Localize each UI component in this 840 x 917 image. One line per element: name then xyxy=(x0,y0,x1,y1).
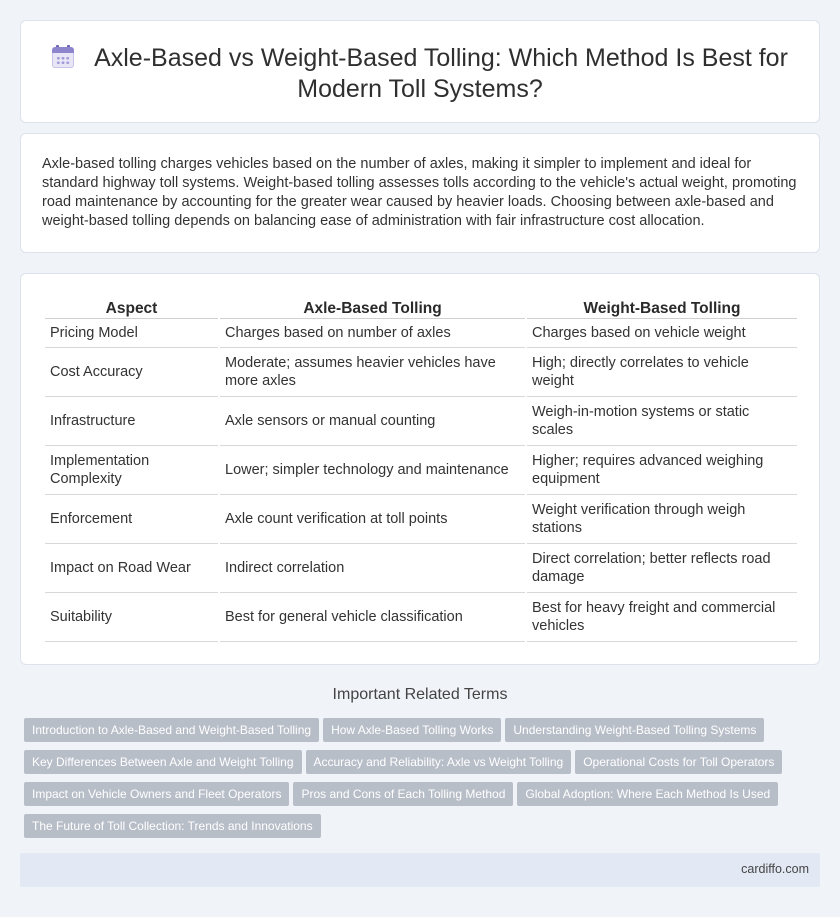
header-aspect: Aspect xyxy=(45,296,218,319)
cell-aspect: Pricing Model xyxy=(45,319,218,348)
comparison-table-card xyxy=(20,273,820,665)
related-term-tag[interactable]: Key Differences Between Axle and Weight Tolling xyxy=(24,750,302,774)
page-title-line1 xyxy=(21,43,819,74)
header-weight-based: Weight-Based Tolling xyxy=(527,296,797,319)
related-term-tag[interactable]: Operational Costs for Toll Operators xyxy=(575,750,782,774)
cell-weight: Best for heavy freight and commercial vehicles xyxy=(527,593,797,642)
cell-weight: Charges based on vehicle weight xyxy=(527,319,797,348)
related-term-tag[interactable]: How Axle-Based Tolling Works xyxy=(323,718,501,742)
cell-aspect: Infrastructure xyxy=(45,397,218,446)
cell-weight: Direct correlation; better reflects road damage xyxy=(527,544,797,593)
table-row xyxy=(45,397,797,446)
related-term-tag[interactable]: Accuracy and Reliability: Axle vs Weight Tolling xyxy=(306,750,572,774)
cell-axle: Best for general vehicle classification xyxy=(220,593,525,642)
cell-axle: Moderate; assumes heavier vehicles have more axles xyxy=(220,348,525,397)
title-text-line1: Axle-Based vs Weight-Based Tolling: Which Method Is Best for xyxy=(94,44,788,72)
related-term-tag[interactable]: Pros and Cons of Each Tolling Method xyxy=(293,782,513,806)
comparison-table xyxy=(43,296,799,642)
footer xyxy=(20,853,820,887)
cell-aspect: Suitability xyxy=(45,593,218,642)
tag-row xyxy=(24,750,814,782)
tag-row xyxy=(24,814,814,846)
related-term-tag[interactable]: Global Adoption: Where Each Method Is Used xyxy=(517,782,778,806)
tag-row xyxy=(24,782,814,814)
table-row xyxy=(45,319,797,348)
cell-aspect: Enforcement xyxy=(45,495,218,544)
cell-axle: Charges based on number of axles xyxy=(220,319,525,348)
related-term-tag[interactable]: The Future of Toll Collection: Trends and Innovations xyxy=(24,814,321,838)
cell-aspect: Impact on Road Wear xyxy=(45,544,218,593)
cell-axle: Indirect correlation xyxy=(220,544,525,593)
cell-axle: Axle count verification at toll points xyxy=(220,495,525,544)
header-axle-based: Axle-Based Tolling xyxy=(220,296,525,319)
calendar-icon xyxy=(52,45,74,69)
cell-weight: High; directly correlates to vehicle weight xyxy=(527,348,797,397)
related-term-tag[interactable]: Impact on Vehicle Owners and Fleet Operators xyxy=(24,782,289,806)
table-row xyxy=(45,593,797,642)
cell-aspect: Implementation Complexity xyxy=(45,446,218,495)
cell-weight: Weight verification through weigh stations xyxy=(527,495,797,544)
table-row xyxy=(45,495,797,544)
cell-weight: Weigh-in-motion systems or static scales xyxy=(527,397,797,446)
cell-axle: Lower; simpler technology and maintenance xyxy=(220,446,525,495)
page-title-line2: Modern Toll Systems? xyxy=(297,75,543,103)
cell-aspect: Cost Accuracy xyxy=(45,348,218,397)
table-row xyxy=(45,348,797,397)
related-terms-title: Important Related Terms xyxy=(332,686,508,703)
tag-row xyxy=(24,718,814,750)
table-row xyxy=(45,544,797,593)
intro-card xyxy=(20,133,820,253)
footer-site-link[interactable]: cardiffo.com xyxy=(741,862,809,876)
related-term-tag[interactable]: Introduction to Axle-Based and Weight-Based Tolling xyxy=(24,718,319,742)
cell-axle: Axle sensors or manual counting xyxy=(220,397,525,446)
page-title xyxy=(21,43,819,105)
related-term-tag[interactable]: Understanding Weight-Based Tolling Systems xyxy=(505,718,764,742)
title-card xyxy=(20,20,820,123)
cell-weight: Higher; requires advanced weighing equipment xyxy=(527,446,797,495)
intro-paragraph: Axle-based tolling charges vehicles based on the number of axles, making it simpler to implement and ideal for standard highway toll systems. Weight-based tolling assesses tolls according to the vehicle's actual weight, promoting road maintenance by accounting for the greater wear caused by heavier loads. Choosing between axle-based and weight-based tolling depends on balancing ease of administration with fair infrastructure cost allocation. xyxy=(42,156,797,229)
table-row xyxy=(45,446,797,495)
table-header-row xyxy=(45,296,797,319)
related-terms-list xyxy=(24,718,814,846)
